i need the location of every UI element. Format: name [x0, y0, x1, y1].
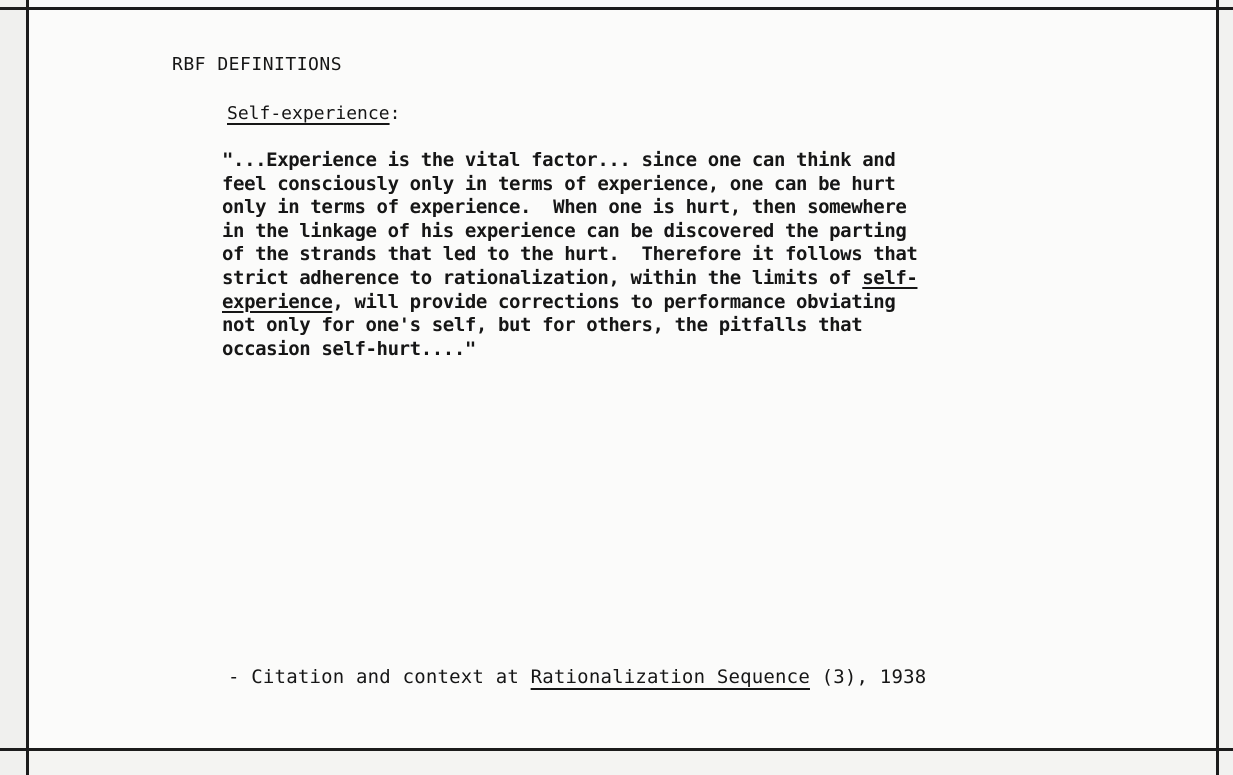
right-margin — [1219, 0, 1233, 775]
quote-line-4: in the linkage of his experience can be discovered the parting — [222, 219, 907, 242]
quote-line-3: only in terms of experience. When one is hurt, then somewhere — [222, 196, 907, 219]
quote-line-9: occasion self-hurt...." — [222, 337, 476, 360]
left-rule-line — [26, 0, 29, 775]
bottom-margin — [29, 751, 1216, 775]
quote-line-6 — [222, 267, 917, 289]
quote-term-self: self- — [862, 266, 918, 289]
quote-line-6-text: strict adherence to rationalization, within the limits of — [222, 266, 863, 289]
right-rule-line — [1216, 0, 1219, 775]
quote-line-5: of the strands that led to the hurt. Therefore it follows that — [222, 243, 918, 266]
definition-quote — [222, 149, 917, 361]
term-colon: : — [389, 103, 401, 124]
page-title: RBF DEFINITIONS — [172, 54, 343, 75]
quote-line-7 — [222, 291, 895, 313]
quote-line-2: feel consciously only in terms of experience, one can be hurt — [222, 172, 896, 195]
term-heading — [227, 103, 400, 124]
bottom-rule-line — [0, 748, 1233, 751]
left-margin — [0, 0, 26, 775]
citation-prefix: - Citation and context at — [228, 666, 531, 688]
term-label: Self-experience — [227, 103, 390, 124]
quote-line-7-text: , will provide corrections to performance obviating — [332, 290, 896, 313]
quote-line-1: "...Experience is the vital factor... since one can think and — [222, 149, 896, 171]
citation-link[interactable]: Rationalization Sequence — [530, 666, 810, 688]
citation — [228, 666, 926, 688]
citation-suffix: (3), 1938 — [809, 666, 927, 688]
top-rule-line — [0, 7, 1233, 10]
quote-term-experience: experience — [222, 290, 333, 313]
quote-line-8: not only for one's self, but for others, the pitfalls that — [222, 314, 863, 337]
